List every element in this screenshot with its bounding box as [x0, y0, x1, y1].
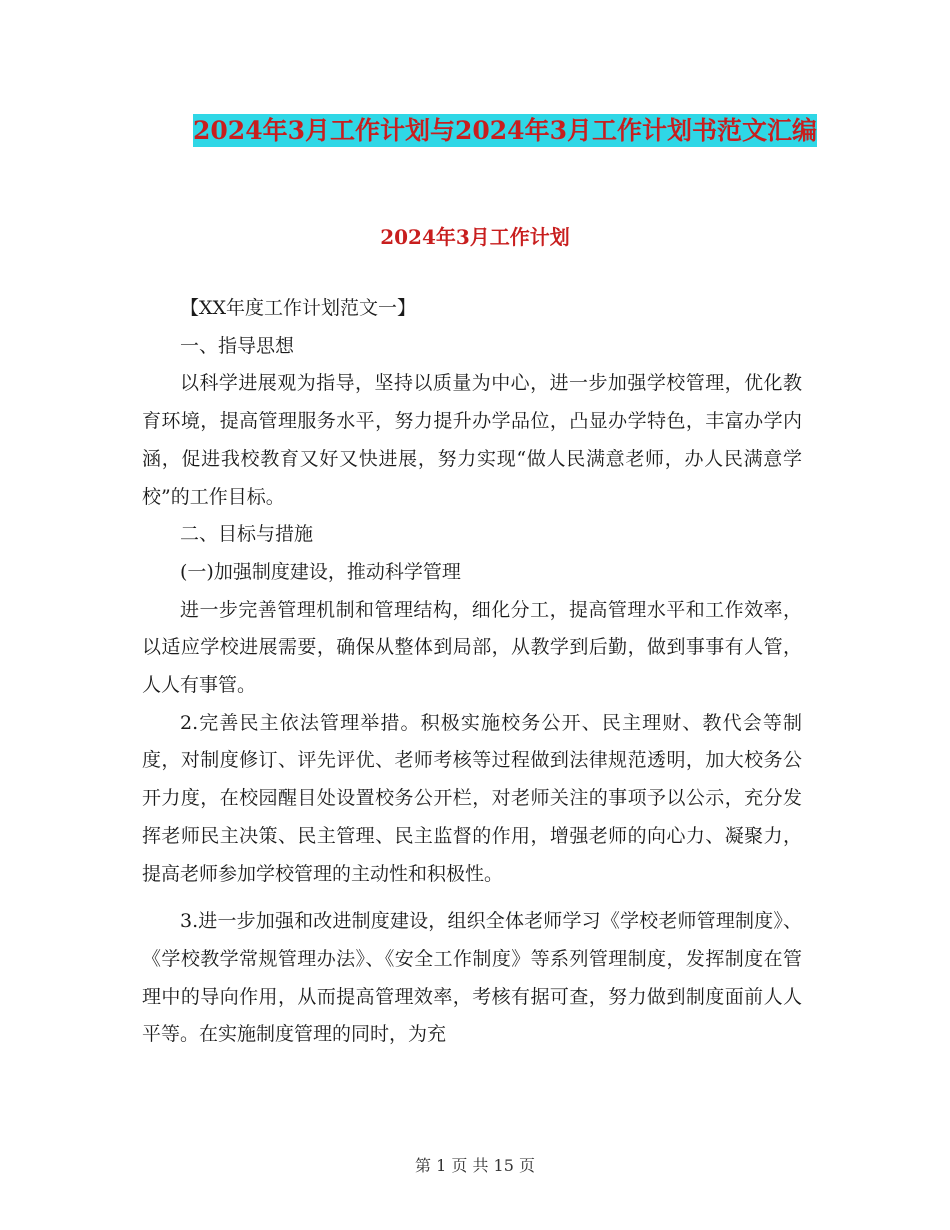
- paragraph: 【XX年度工作计划范文一】: [180, 297, 417, 319]
- section-title: 2024年3月工作计划: [380, 225, 570, 249]
- paragraph: 以科学进展观为指导，坚持以质量为中心，进一步加强学校管理，优化教育环境，提高管理服务水平，努力提升办学品位，凸显办学特色，丰富办学内涵，促进我校教育又好又快进展，努力实现“做人民满意老师，办人民满意学校”的工作目标。: [142, 372, 802, 508]
- paragraph: 3.进一步加强和改进制度建设，组织全体老师学习《学校老师管理制度》、《学校教学常规管理办法》、《安全工作制度》等系列管理制度，发挥制度在管理中的导向作用，从而提高管理效率，考核有据可查，努力做到制度面前人人平等。在实施制度管理的同时，为充: [142, 910, 802, 1046]
- document-title: [185, 108, 825, 154]
- paragraph: 一、指导思想: [180, 334, 295, 357]
- paragraph: 二、目标与措施: [180, 523, 314, 546]
- paragraph: 2.完善民主依法管理举措。积极实施校务公开、民主理财、教代会等制度，对制度修订、评先评优、老师考核等过程做到法律规范透明，加大校务公开力度，在校园醒目处设置校务公开栏，对老师关注的事项予以公示，充分发挥老师民主决策、民主管理、民主监督的作用，增强老师的向心力、凝聚力，提高老师参加学校管理的主动性和积极性。: [142, 711, 802, 885]
- paragraph: (一)加强制度建设，推动科学管理: [180, 560, 461, 583]
- page-footer: 第 1 页 共 15 页: [415, 1156, 535, 1175]
- title-highlight: 2024年3月工作计划与2024年3月工作计划书范文汇编: [193, 116, 817, 145]
- paragraph: 进一步完善管理机制和管理结构，细化分工，提高管理水平和工作效率，以适应学校进展需要，确保从整体到局部，从教学到后勤，做到事事有人管，人人有事管。: [142, 598, 802, 697]
- document-body: [142, 290, 802, 1054]
